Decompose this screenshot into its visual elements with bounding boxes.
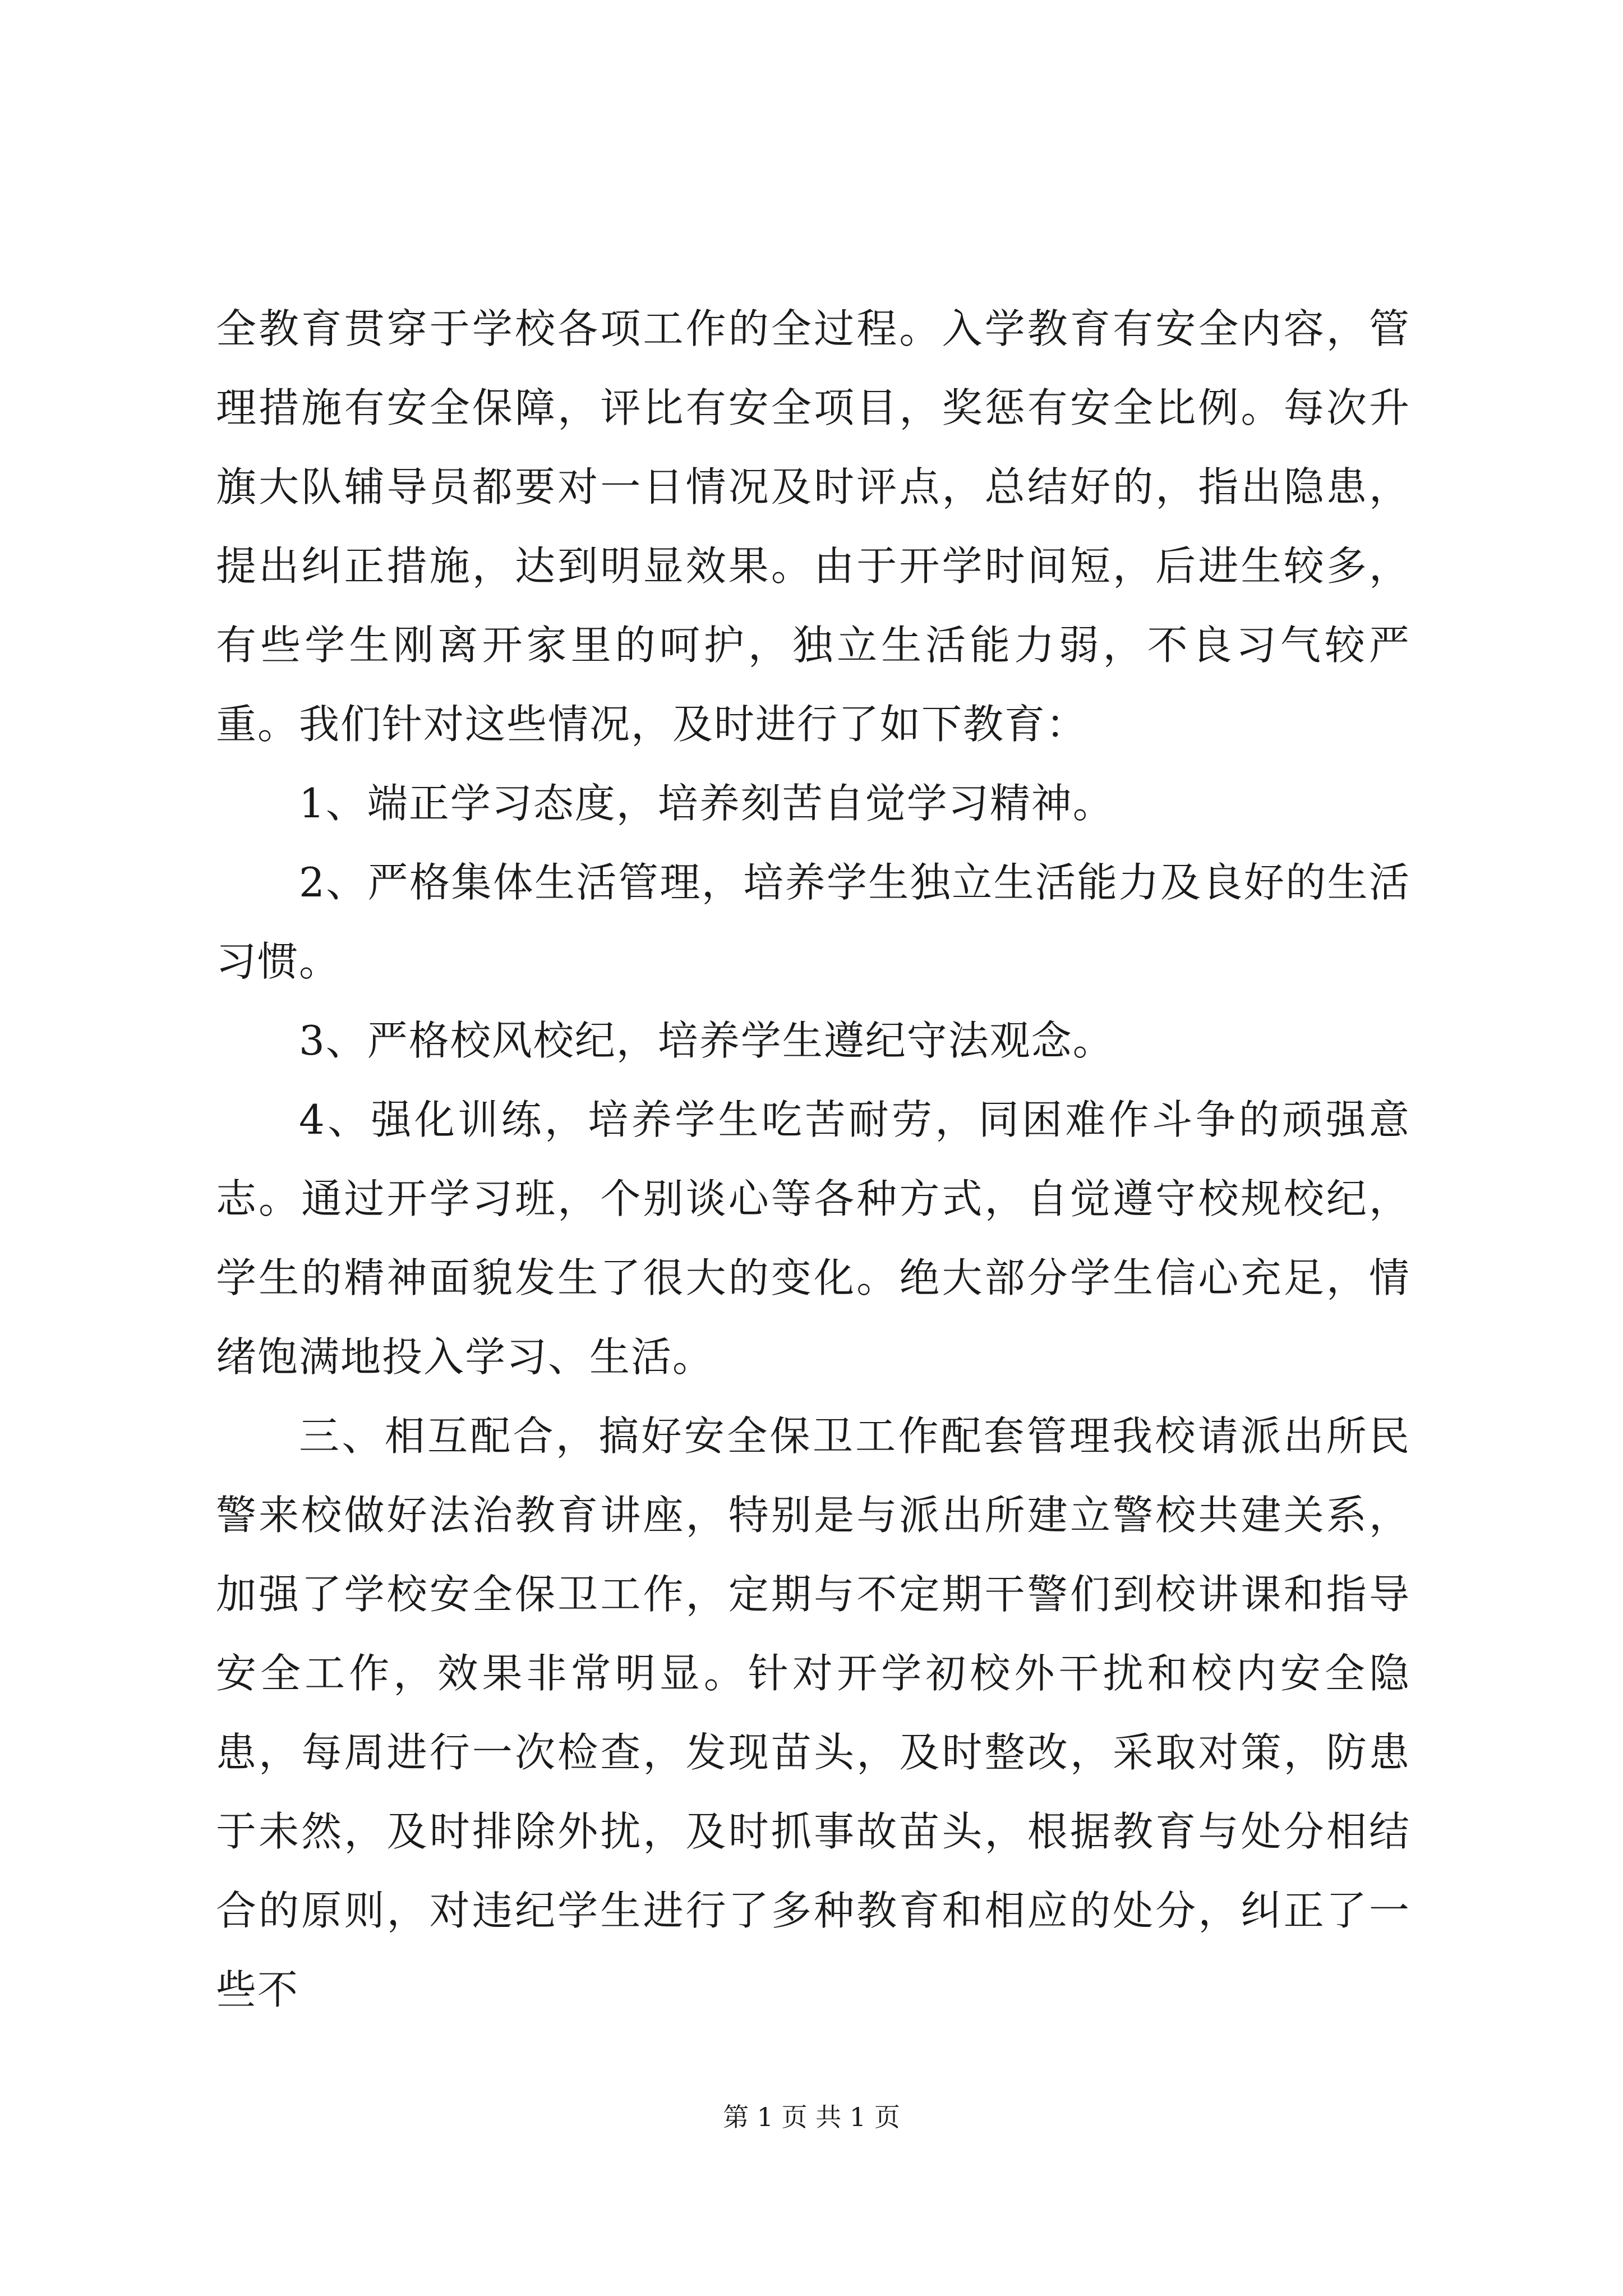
paragraph-1: 全教育贯穿于学校各项工作的全过程。入学教育有安全内容，管理措施有安全保障，评比有安全项目，奖惩有安全比例。每次升旗大队辅导员都要对一日情况及时评点，总结好的，指出隐患，提出纠正措施，达到明显效果。由于开学时间短，后进生较多，有些学生刚离开家里的呵护，独立生活能力弱，不良习气较严重。我们针对这些情况，及时进行了如下教育： bbox=[216, 305, 1410, 748]
paragraph-3: 2、严格集体生活管理，培养学生独立生活能力及良好的生活习惯。 bbox=[216, 859, 1410, 985]
paragraph-2: 1、端正学习态度，培养刻苦自觉学习精神。 bbox=[299, 780, 1114, 827]
paragraph-6: 三、相互配合，搞好安全保卫工作配套管理我校请派出所民警来校做好法治教育讲座，特别是与派出所建立警校共建关系，加强了学校安全保卫工作，定期与不定期干警们到校讲课和指导安全工作，效果非常明显。针对开学初校外干扰和校内安全隐患，每周进行一次检查，发现苗头，及时整改，采取对策，防患于未然，及时排除外扰，及时抓事故苗头，根据教育与处分相结合的原则，对违纪学生进行了多种教育和相应的处分，纠正了一些不 bbox=[216, 1412, 1410, 2013]
paragraph-4: 3、严格校风校纪，培养学生遵纪守法观念。 bbox=[299, 1017, 1114, 1064]
document-body bbox=[216, 289, 1410, 2030]
page-footer: 第 1 页 共 1 页 bbox=[723, 2102, 900, 2132]
paragraph-5: 4、强化训练，培养学生吃苦耐劳，同困难作斗争的顽强意志。通过开学习班，个别谈心等各种方式，自觉遵守校规校纪，学生的精神面貌发生了很大的变化。绝大部分学生信心充足，情绪饱满地投入学习、生活。 bbox=[216, 1096, 1410, 1381]
